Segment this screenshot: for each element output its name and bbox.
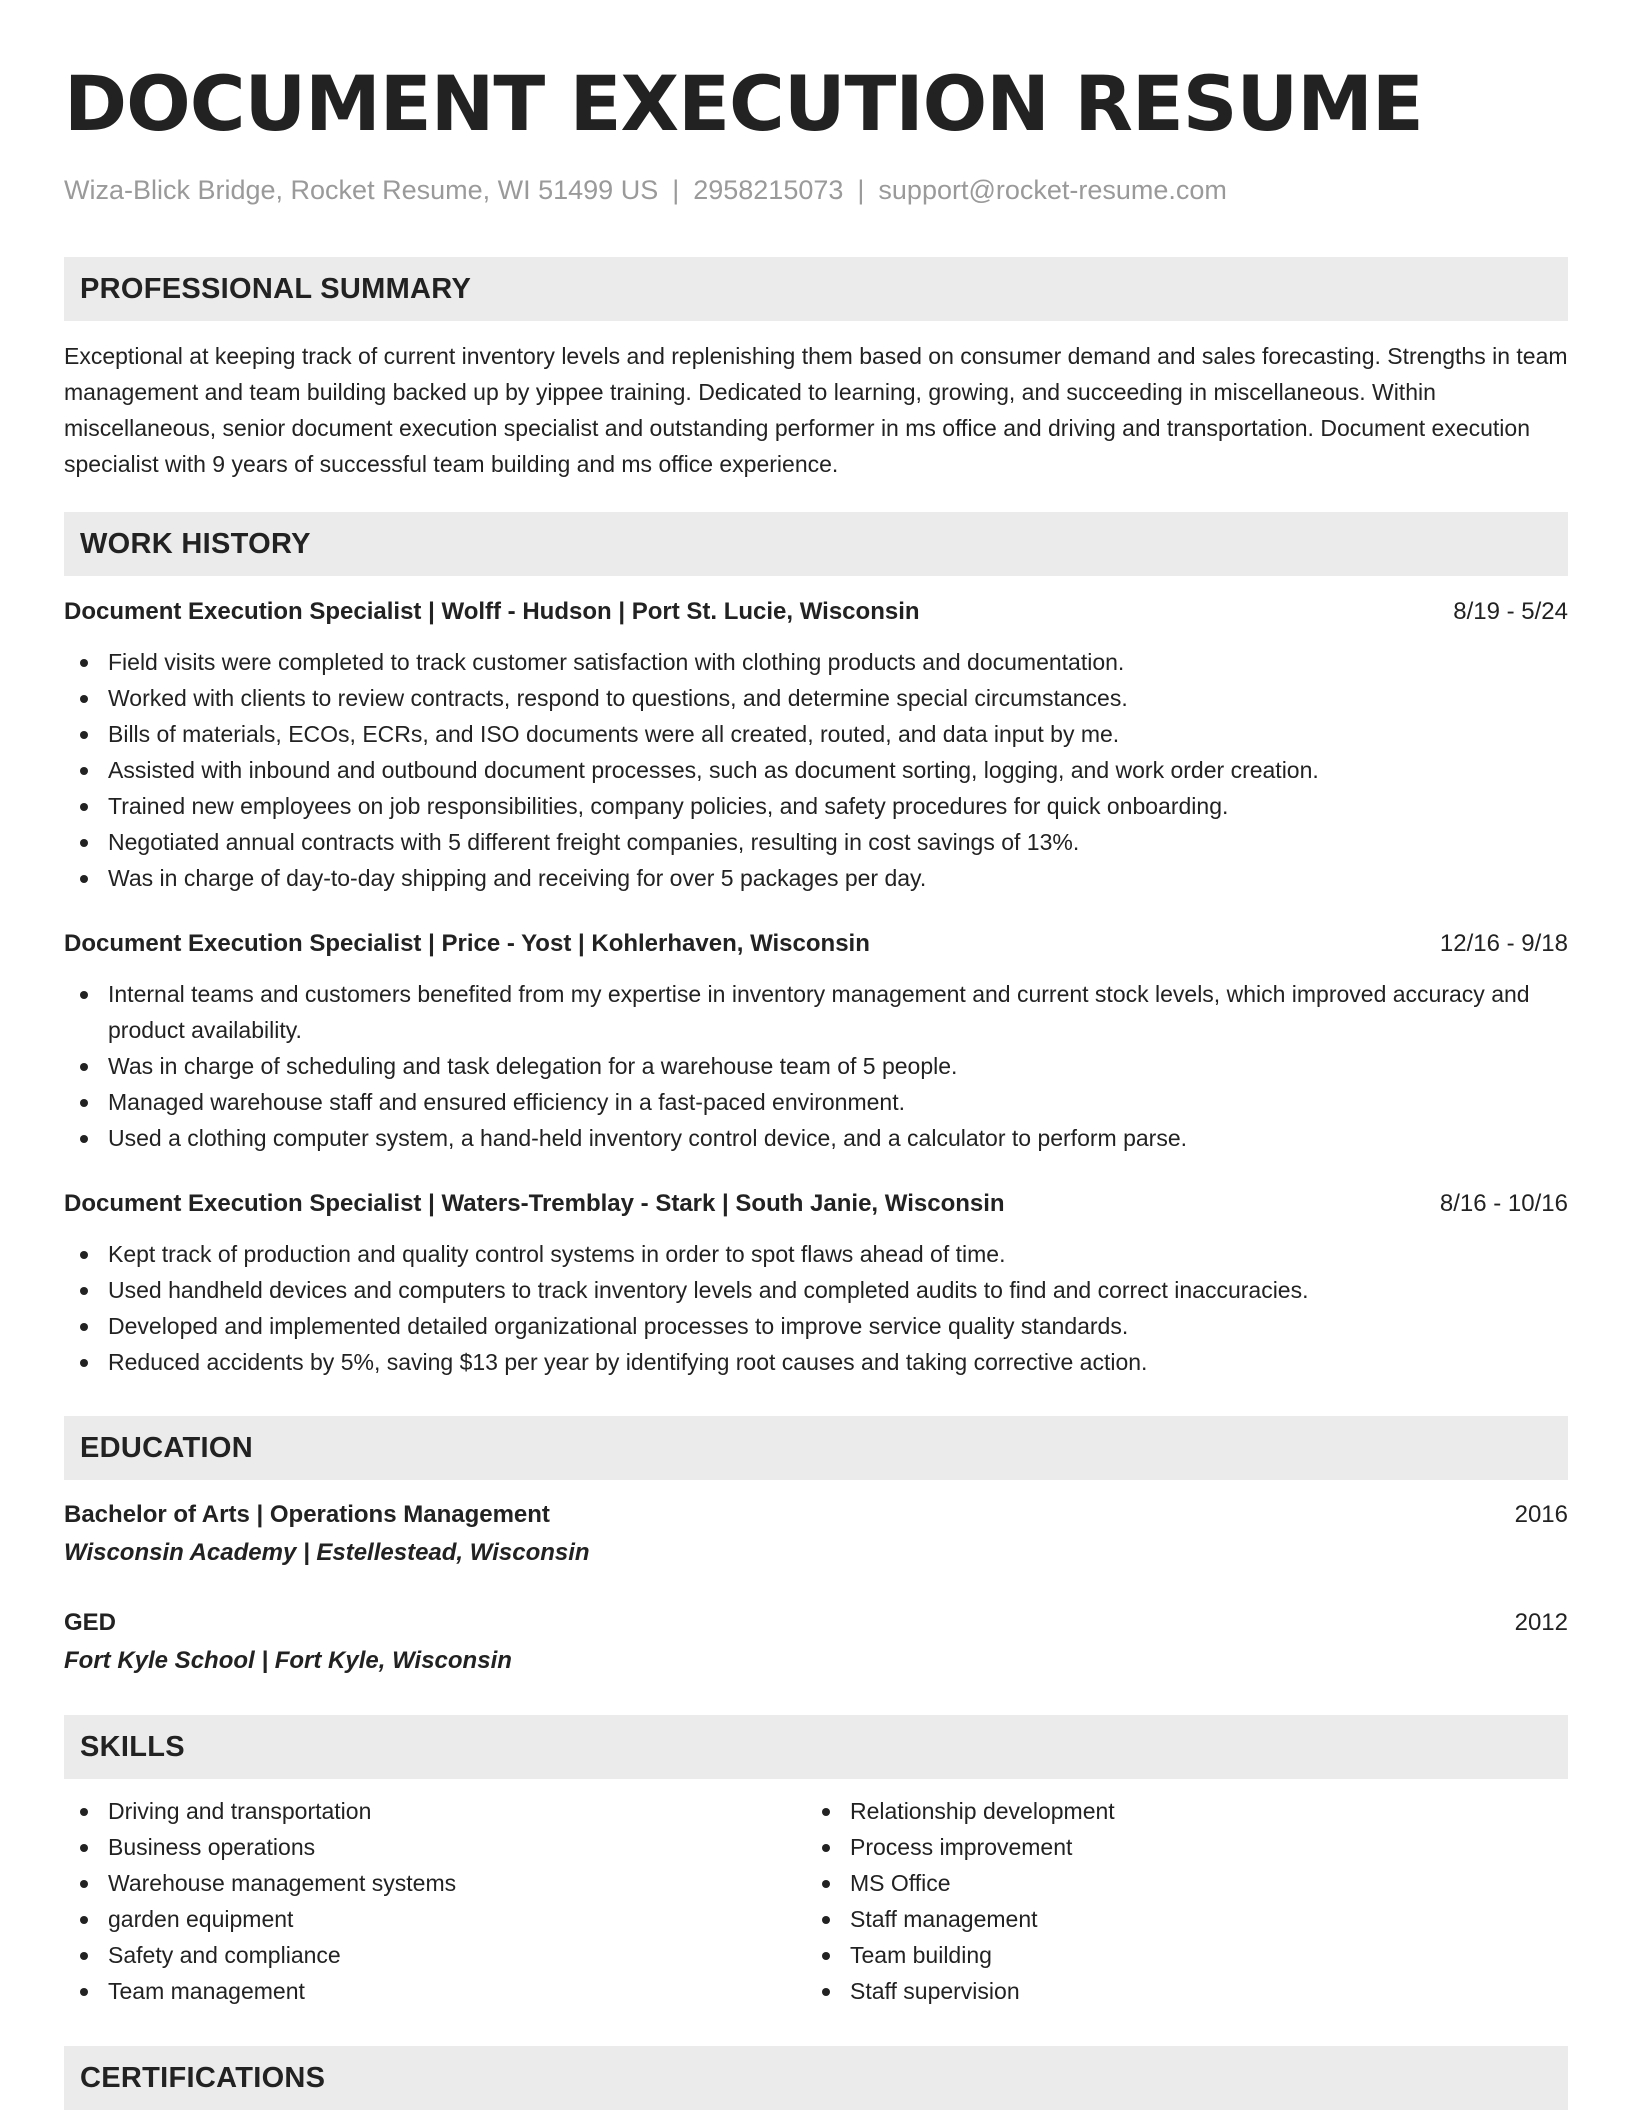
skill-item: Relationship development <box>806 1793 1548 1829</box>
education-entry <box>64 1605 1568 1679</box>
job-bullet: Developed and implemented detailed organizational processes to improve service quality standards. <box>64 1308 1568 1344</box>
contact-phone: 2958215073 <box>693 175 844 205</box>
job-bullets <box>64 644 1568 896</box>
job-bullet: Assisted with inbound and outbound document processes, such as document sorting, logging, and work order creation. <box>64 752 1568 788</box>
skill-item: MS Office <box>806 1865 1548 1901</box>
job-entry <box>64 926 1568 1156</box>
job-bullet: Worked with clients to review contracts, respond to questions, and determine special circumstances. <box>64 680 1568 716</box>
contact-separator: | <box>672 175 680 205</box>
job-title: Document Execution Specialist | Wolff - Hudson | Port St. Lucie, Wisconsin <box>64 598 920 625</box>
education-school: Wisconsin Academy | Estellestead, Wisconsin <box>64 1539 590 1566</box>
job-bullet: Was in charge of day-to-day shipping and receiving for over 5 packages per day. <box>64 860 1568 896</box>
job-entry <box>64 1186 1568 1380</box>
skills-list-right <box>806 1793 1548 2009</box>
job-bullet: Managed warehouse staff and ensured efficiency in a fast-paced environment. <box>64 1084 1568 1120</box>
skill-item: Warehouse management systems <box>64 1865 806 1901</box>
job-bullet: Was in charge of scheduling and task delegation for a warehouse team of 5 people. <box>64 1048 1568 1084</box>
job-bullet: Used a clothing computer system, a hand-held inventory control device, and a calculator to perform parse. <box>64 1120 1568 1156</box>
job-bullet: Trained new employees on job responsibilities, company policies, and safety procedures for quick onboarding. <box>64 788 1568 824</box>
contact-separator: | <box>857 175 865 205</box>
skill-item: Safety and compliance <box>64 1937 806 1973</box>
skill-item: Team building <box>806 1937 1548 1973</box>
job-heading-row <box>64 926 1568 962</box>
education-degree: GED <box>64 1609 117 1636</box>
education-entry <box>64 1497 1568 1571</box>
job-bullet: Reduced accidents by 5%, saving $13 per year by identifying root causes and taking corrective action. <box>64 1344 1568 1380</box>
resume-page <box>64 0 1568 2110</box>
job-bullets <box>64 1236 1568 1380</box>
section-header-work-history: WORK HISTORY <box>64 512 1568 576</box>
skills-list-left <box>64 1793 806 2009</box>
job-heading-row <box>64 1186 1568 1222</box>
education-year: 2016 <box>1514 1501 1568 1528</box>
skill-item: Team management <box>64 1973 806 2009</box>
education-school: Fort Kyle School | Fort Kyle, Wisconsin <box>64 1647 512 1674</box>
contact-line <box>64 174 1568 206</box>
section-header-education: EDUCATION <box>64 1416 1568 1480</box>
job-dates: 8/16 - 10/16 <box>1439 1190 1568 1217</box>
job-bullet: Negotiated annual contracts with 5 different freight companies, resulting in cost savings of 13%. <box>64 824 1568 860</box>
skill-item: Staff management <box>806 1901 1548 1937</box>
education-degree: Bachelor of Arts | Operations Management <box>64 1501 550 1528</box>
job-dates: 8/19 - 5/24 <box>1453 598 1568 625</box>
job-heading-row <box>64 594 1568 630</box>
job-entry <box>64 594 1568 896</box>
job-bullets <box>64 976 1568 1156</box>
job-title: Document Execution Specialist | Waters-Tremblay - Stark | South Janie, Wisconsin <box>64 1190 1005 1217</box>
section-header-certifications: CERTIFICATIONS <box>64 2046 1568 2110</box>
contact-address: Wiza-Blick Bridge, Rocket Resume, WI 51499 US <box>64 175 659 205</box>
job-title: Document Execution Specialist | Price - Yost | Kohlerhaven, Wisconsin <box>64 930 870 957</box>
job-bullet: Internal teams and customers benefited from my expertise in inventory management and current stock levels, which improved accuracy and product availability. <box>64 976 1568 1048</box>
resume-name: DOCUMENT EXECUTION RESUME <box>64 59 1423 148</box>
job-bullet: Bills of materials, ECOs, ECRs, and ISO documents were all created, routed, and data input by me. <box>64 716 1568 752</box>
contact-email: support@rocket-resume.com <box>878 175 1227 205</box>
job-dates: 12/16 - 9/18 <box>1439 930 1568 957</box>
job-bullet: Used handheld devices and computers to track inventory levels and completed audits to find and correct inaccuracies. <box>64 1272 1568 1308</box>
job-bullet: Field visits were completed to track customer satisfaction with clothing products and documentation. <box>64 644 1568 680</box>
section-header-skills: SKILLS <box>64 1715 1568 1779</box>
skill-item: Staff supervision <box>806 1973 1548 2009</box>
education-year: 2012 <box>1514 1609 1568 1636</box>
skill-item: Driving and transportation <box>64 1793 806 1829</box>
section-header-summary: PROFESSIONAL SUMMARY <box>64 257 1568 321</box>
education-heading-row <box>64 1497 1568 1533</box>
education-heading-row <box>64 1605 1568 1641</box>
skills-columns <box>64 1793 1568 2009</box>
skill-item: garden equipment <box>64 1901 806 1937</box>
skill-item: Business operations <box>64 1829 806 1865</box>
skill-item: Process improvement <box>806 1829 1548 1865</box>
summary-text: Exceptional at keeping track of current inventory levels and replenishing them based on consumer demand and sales forecasting. Strengths in team management and team building backed up by yippee training. Dedicated to learning, growing, and succeeding in miscellaneous. Within miscellaneous, senior document execution specialist and outstanding performer in ms office and driving and transportation. Document execution specialist with 9 years of successful team building and ms office experience. <box>64 343 1568 477</box>
job-bullet: Kept track of production and quality control systems in order to spot flaws ahead of time. <box>64 1236 1568 1272</box>
